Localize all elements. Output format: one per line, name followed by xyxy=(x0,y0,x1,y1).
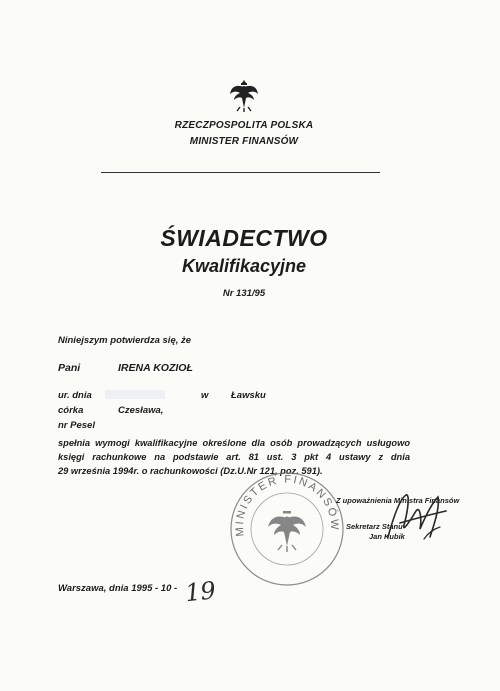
paragraph-line: spełnia wymogi kwalifikacyjne określone dla osób prowadzących usługowo xyxy=(58,438,410,448)
signature-role: Sekretarz Stanu xyxy=(346,522,403,531)
handwritten-day-text: 19 xyxy=(183,576,218,608)
certificate-number: Nr 131/95 xyxy=(222,288,266,299)
redacted-birthdate xyxy=(105,390,165,399)
header-country: RZECZPOSPOLITA POLSKA xyxy=(174,120,314,131)
certificate-title: ŚWIADECTWO xyxy=(160,225,328,251)
paragraph-line: 29 września 1994r. o rachunkowości (Dz.U.Nr 121, poz. 591). xyxy=(58,466,323,476)
signature-authority: Z upoważnienia Ministra Finansów xyxy=(336,496,460,505)
polish-eagle-emblem-icon xyxy=(229,78,259,112)
pani-label: Pani xyxy=(58,362,81,374)
holder-name: IRENA KOZIOŁ xyxy=(118,362,193,374)
place-date: Warszawa, dnia 1995 - 10 - xyxy=(58,583,178,594)
certificate-subtitle: Kwalifikacyjne xyxy=(181,256,307,276)
stamp-eagle-icon xyxy=(268,511,306,552)
father-name: Czesława, xyxy=(118,405,164,416)
intro-text: Niniejszym potwierdza się, że xyxy=(58,335,192,346)
daughter-label: córka xyxy=(58,405,84,416)
handwritten-day xyxy=(183,572,218,608)
header-divider xyxy=(101,172,380,173)
birthplace: Ławsku xyxy=(231,390,266,401)
official-stamp xyxy=(228,470,346,588)
born-in-label: w xyxy=(201,390,209,401)
born-label: ur. dnia xyxy=(58,390,92,401)
header-ministry: MINISTER FINANSÓW xyxy=(189,136,299,147)
handwritten-signature xyxy=(380,485,450,555)
pesel-label: nr Pesel xyxy=(58,420,95,431)
signature-person: Jan Kubik xyxy=(369,532,405,541)
paragraph-line: księgi rachunkowe na podstawie art. 81 ust. 3 pkt 4 ustawy z dnia xyxy=(58,452,410,462)
stamp-text: MINISTER FINANSÓW xyxy=(233,473,341,537)
